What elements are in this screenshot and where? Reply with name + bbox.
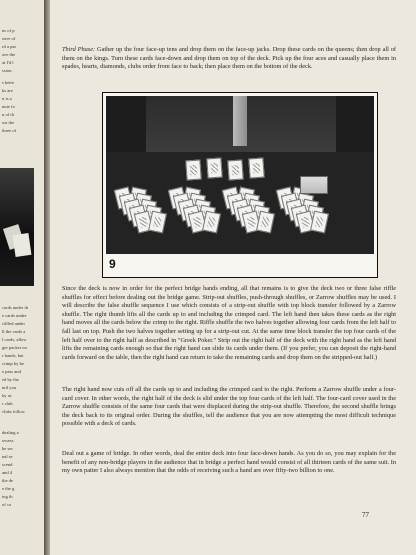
left-page-fragment: cards under th — [2, 305, 29, 310]
left-page-fragment: crimp by be — [2, 361, 24, 366]
left-page-fragment: ed by the — [2, 377, 19, 382]
left-page-fragment: n is a — [2, 96, 12, 101]
left-page-fragment: ssion. — [2, 68, 13, 73]
left-page-fragment: riffled under — [2, 321, 26, 326]
left-page-fragment: n of th — [2, 112, 14, 117]
left-page-fragment: at I'd l — [2, 60, 14, 65]
page-number: 77 — [362, 511, 369, 519]
paragraph-deal: Deal out a game of bridge. In other words, deal the entire deck into four face-down hands. As you do so, you may explain for the benefit of any non-bridge players in the audience that in bridge a perfect hand would consist of all thirteen cards of the same suit. In my own patter I also always mention that the odds of receiving such a hand are over fifty-two billion to one. — [62, 450, 396, 475]
left-page-fragment: scend — [2, 462, 13, 467]
paragraph-text: Gather up the four face-up tens and drop them on the face-up jacks. Drop these cards on the queens; then drop all of them on the kings. Turn these cards face-down and drop them on top of the deck. Pick up the four aces and casually place them in spades, hearts, diamonds, clubs order from face to back; then place them on the bottom of the deck. — [62, 46, 396, 71]
playing-card — [206, 158, 222, 179]
figure-photo — [106, 96, 374, 254]
left-page-fragment: eave of — [2, 36, 16, 41]
left-page — [0, 0, 45, 555]
left-page-fragment: ost the — [2, 120, 15, 125]
left-page-fragment: the de — [2, 478, 14, 483]
left-page-fragment: ns of p — [2, 28, 15, 33]
left-page-fragment: dealing a — [2, 430, 19, 435]
figure-9 — [102, 92, 378, 278]
left-page-fragment: l cards, allow — [2, 337, 27, 342]
left-page-fragment: s bette — [2, 80, 14, 85]
paragraph-zarrow: The right hand now cuts off all the cards up to and including the crimped card to the right. Perform a Zarrow shuffle under a four-card cover. In other words, the right half of the deck is slid under the top four cards of the left half. The four-card cover used in the Zarrow shuffle consists of the same four cards that were displaced during the strip-out shuffle. Therefore, the second shuffle brings the deck back to its original order. During the shuffles, tell the audience that you are now attempting the most difficult technique possible with a deck of cards. — [62, 386, 396, 428]
figure-number: 9 — [109, 257, 116, 271]
card-deck — [300, 176, 328, 194]
left-page-fragment: r hands, but — [2, 353, 24, 358]
left-page-fragment: ger packet on — [2, 345, 27, 350]
left-page-fragment: ossess — [2, 438, 14, 443]
playing-card — [227, 160, 243, 181]
left-page-photo — [0, 168, 34, 286]
left-page-fragment: he sec — [2, 446, 14, 451]
left-page-fragment: three of — [2, 128, 17, 133]
playing-card — [248, 158, 264, 179]
left-page-fragment: ing th — [2, 494, 13, 499]
paragraph-shuffles: Since the deck is now in order for the perfect bridge hands ending, all that remains is to give the deck two or three false riffle shuffles for effect before dealing out the bridge game. Strip-out shuffles, push-through shuffles, or Zarrow shuffles may be used. I will describe the false shuffle sequence I use which consists of a strip-out shuffle with top block transfer followed by a Zarrow shuffle. The right thumb lifts all the cards up to and including the crimped card. The left hand then takes these cards as the right hand moves all the cards below the crimp to the right. Riffle shuffle the two halves together allowing four cards from the left half to fall last on top. Push the two halves together setting up for a strip-out cut. At the same time block transfer the top four cards of the left half over to the right half as described in "Greek Poker." Strip out the right half of the deck with the right hand as the left hand lifts the remaining cards enough so that the right hand can slide its cards under them. (If you prefer, you can deposit the right-hand cards forward on the table, then the right hand can return to take the remaining cards and drop them on the stripped-out half.) — [62, 285, 396, 361]
left-page-fragment: and 4 — [2, 470, 13, 475]
paragraph-third-phase — [62, 46, 396, 72]
left-page-fragment: of ca — [2, 502, 12, 507]
left-page-fragment: r club — [2, 401, 13, 406]
performer-tie — [233, 96, 247, 146]
left-page-fragment: by as — [2, 393, 12, 398]
left-page-fragment: rd a par — [2, 44, 17, 49]
playing-card — [185, 160, 201, 181]
left-page-fragment: e cards under — [2, 313, 27, 318]
right-page — [50, 0, 416, 555]
left-page-fragment: nute fo — [2, 104, 15, 109]
left-page-fragment: clubs follow — [2, 409, 25, 414]
left-page-fragment: ks are — [2, 88, 13, 93]
left-page-fragment: ave the — [2, 52, 16, 57]
left-page-fragment: e the g — [2, 486, 15, 491]
left-page-fragment: e pass and — [2, 369, 21, 374]
left-page-fragment: nal se — [2, 454, 13, 459]
phase-label: Third Phase: — [62, 46, 96, 53]
left-page-fragment: ntil you — [2, 385, 17, 390]
photo-card — [13, 233, 32, 257]
left-page-fragment: ll the cards a — [2, 329, 26, 334]
